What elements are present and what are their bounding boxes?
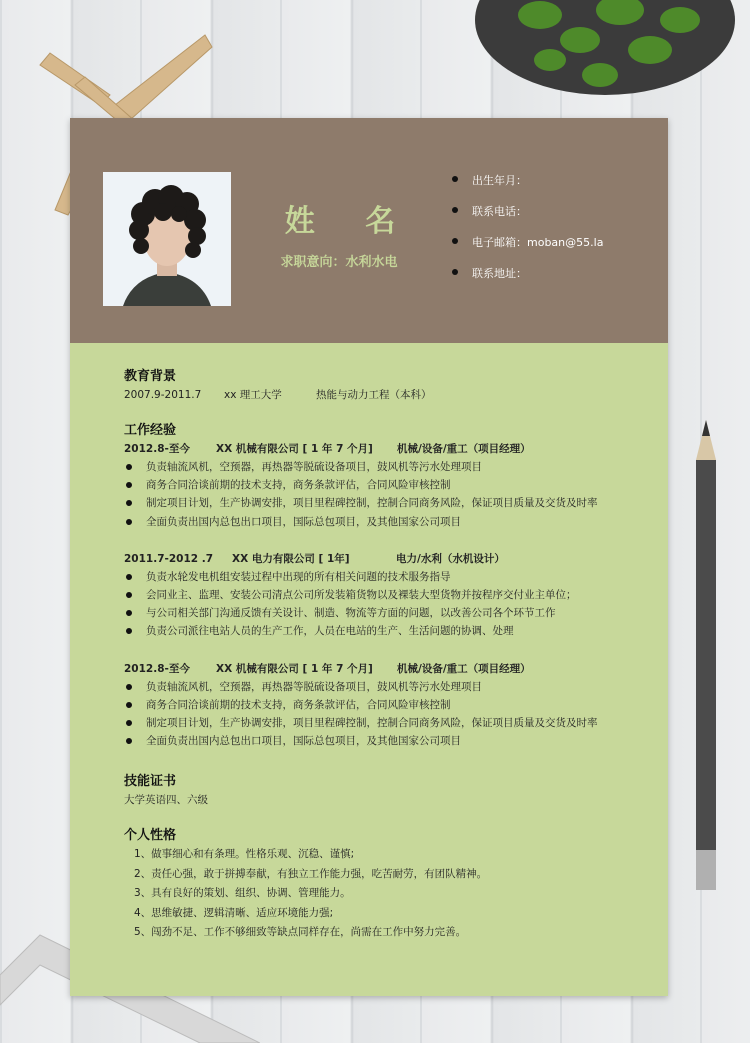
- job-period: 2012.8-至今: [124, 443, 190, 455]
- contact-phone: 联系电话：: [452, 203, 662, 234]
- personality-item: 2、责任心强，敢于拼搏奉献，有独立工作能力强，吃苦耐劳，有团队精神。: [134, 867, 488, 880]
- job-position: 机械/设备/重工（项目经理）: [397, 662, 531, 675]
- bullet-dot: [452, 238, 458, 244]
- job-duty-item: 制定项目计划，生产协调安排，项目里程碑控制，控制合同商务风险，保证项目质量及交货及时率: [124, 494, 654, 512]
- education-title: 教育背景: [124, 369, 177, 384]
- job-duty-item: 商务合同洽谈前期的技术支持，商务条款评估，合同风险审核控制: [124, 696, 654, 714]
- skills-title: 技能证书: [124, 774, 177, 790]
- skills-text: 大学英语四、六级: [124, 794, 208, 807]
- job-duty-item: 负责水轮发电机组安装过程中出现的所有相关问题的技术服务指导: [124, 568, 654, 586]
- job-header: [124, 660, 654, 678]
- potted-plant-image: [430, 0, 740, 110]
- job-duty-item: 商务合同洽谈前期的技术支持，商务条款评估，合同风险审核控制: [124, 476, 654, 494]
- contact-list: [452, 172, 662, 296]
- job-duty-item: 负责轴流风机，空预器，再热器等脱硫设备项目，鼓风机等污水处理项目: [124, 458, 654, 476]
- portrait-avatar: [103, 172, 231, 306]
- personality-item: 4、思维敏捷、逻辑清晰、适应环境能力强;: [134, 906, 334, 919]
- resume-body: [124, 368, 654, 943]
- personality-item: 5、闯劲不足、工作不够细致等缺点同样存在，尚需在工作中努力完善。: [134, 926, 467, 939]
- bullet-dot: [452, 176, 458, 182]
- contact-address: 联系地址：: [452, 265, 662, 296]
- job-period: 2012.8-至今: [124, 662, 190, 675]
- job-duty-item: 制定项目计划，生产协调安排，项目里程碑控制，控制合同商务风险，保证项目质量及交货及时率: [124, 714, 654, 732]
- bullet-dot: [452, 269, 458, 275]
- job-company: XX 机械有限公司 [ 1 年 7 个月]: [216, 662, 373, 675]
- pencil-image: [690, 420, 722, 890]
- job-position: 电力/水利（水机设计）: [396, 552, 505, 565]
- job-duty-item: 全面负责出国内总包出口项目，国际总包项目，及其他国家公司项目: [124, 732, 654, 750]
- job-period: 2011.7-2012 .7: [124, 552, 214, 565]
- job-header: [124, 440, 654, 458]
- contact-email: 电子邮箱：moban@55.la: [452, 234, 662, 265]
- job-position: 机械/设备/重工（项目经理）: [397, 443, 531, 455]
- candidate-name: 姓 名: [284, 204, 416, 239]
- job-company: XX 电力有限公司 [ 1年]: [232, 552, 350, 565]
- bullet-dot: [452, 207, 458, 213]
- personality-item: 1、做事细心和有条理。性格乐观、沉稳、谨慎;: [134, 848, 355, 861]
- resume-header: [70, 118, 668, 343]
- job-company: XX 机械有限公司 [ 1 年 7 个月]: [216, 443, 373, 455]
- job-duty-item: 会同业主、监理、安装公司清点公司所发装箱货物以及裸装大型货物并按程序交付业主单位；: [124, 586, 654, 604]
- contact-birthdate: 出生年月：: [452, 172, 662, 203]
- profile-photo: [103, 172, 231, 306]
- work-title: 工作经验: [124, 423, 177, 438]
- personality-item: 3、具有良好的策划、组织、协调、管理能力。: [134, 887, 351, 900]
- job-duty-item: 全面负责出国内总包出口项目，国际总包项目，及其他国家公司项目: [124, 513, 654, 531]
- job-intention: 求职意向：水利水电: [280, 255, 398, 270]
- job-header: [124, 550, 654, 568]
- personality-title: 个人性格: [124, 828, 177, 844]
- education-school: xx 理工大学: [224, 389, 282, 401]
- resume-sheet: [70, 118, 668, 996]
- job-duty-item: 负责公司派往电站人员的生产工作，人员在电站的生产、生活问题的协调、处理: [124, 622, 654, 640]
- education-major: 热能与动力工程（本科）: [316, 389, 432, 401]
- job-duty-item: 与公司相关部门沟通反馈有关设计、制造、物流等方面的问题，以改善公司各个环节工作: [124, 604, 654, 622]
- education-row: [124, 386, 654, 404]
- job-duty-item: 负责轴流风机，空预器，再热器等脱硫设备项目，鼓风机等污水处理项目: [124, 678, 654, 696]
- education-period: 2007.9-2011.7: [124, 389, 202, 401]
